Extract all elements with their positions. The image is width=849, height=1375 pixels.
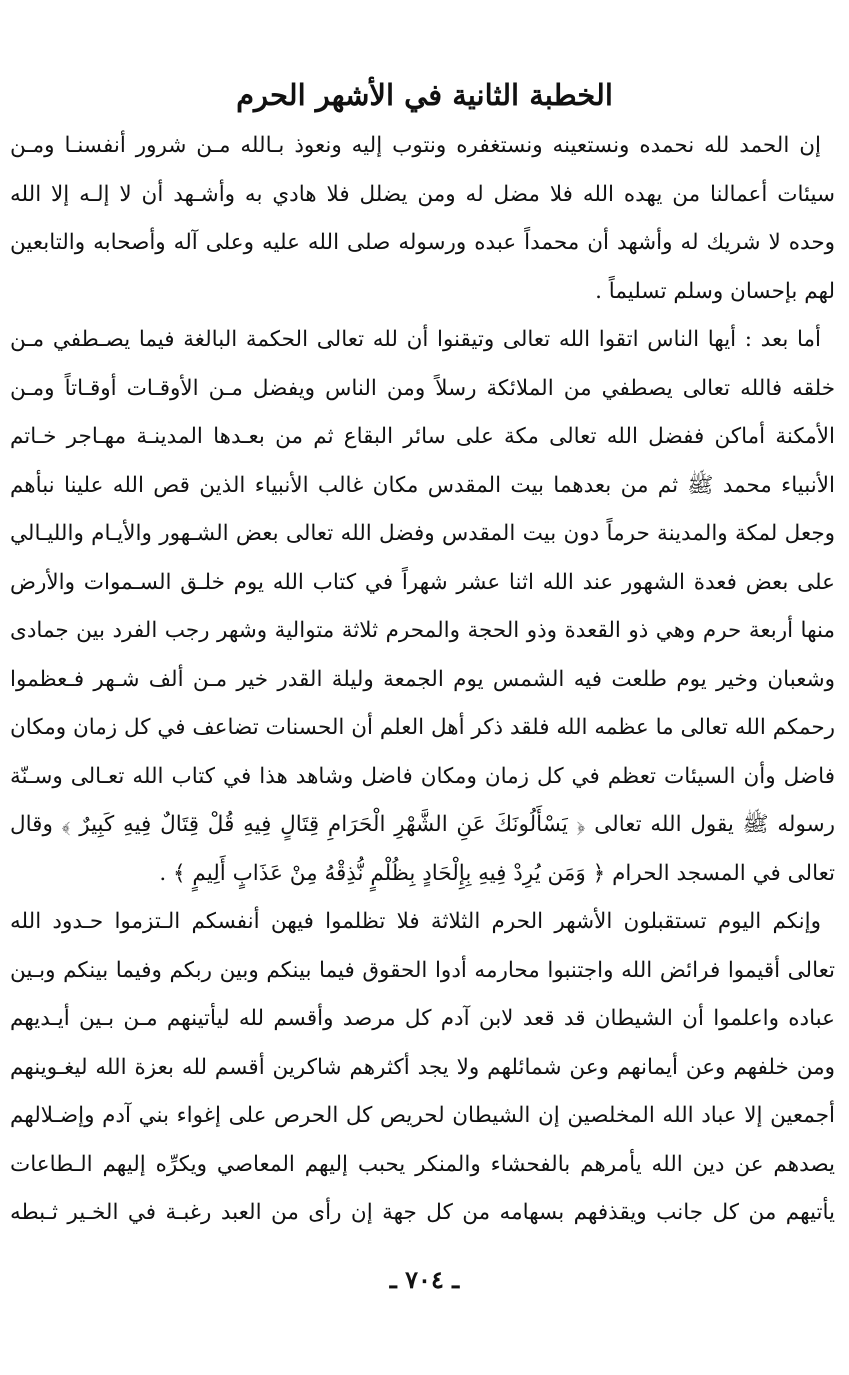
text-line: وجعل لمكة والمدينة حرماً دون بيت المقدس وفضل الله تعالى بعض الشـهور والأيـام والليـالي bbox=[10, 521, 835, 546]
text-line: تعالى أقيموا فرائض الله واجتنبوا محارمه أدوا الحقوق فيما بينكم وبين ربكم وفيما بينكم وبـين bbox=[10, 957, 835, 983]
page-title: الخطبة الثانية في الأشهر الحرم bbox=[236, 78, 613, 112]
text-line: خلقه فالله تعالى يصطفي من الملائكة رسلاً ومن الناس ويفضل مـن الأوقـات أوقـاتاً ومـن bbox=[10, 375, 835, 401]
quran-verse-line: رسوله ﷺ يقول الله تعالى ﴿ يَسْأَلُونَكَ عَنِ الشَّهْرِ الْحَرَامِ قِتَالٍ فِيهِ قُلْ قِتَالٌ فِيهِ كَبِيرٌ ﴾ وقال bbox=[10, 812, 835, 837]
text-line: لهم بإحسان وسلم تسليماً . bbox=[595, 278, 835, 304]
text-line: رحمكم الله تعالى ما عظمه الله فلقد ذكر أهل العلم أن الحسنات تضاعف في كل زمان ومكان bbox=[10, 715, 835, 740]
text-line: فاضل وأن السيئات تعظم في كل زمان ومكان فاضل وشاهد هذا في كتاب الله تعـالى وسـنّة bbox=[10, 763, 835, 789]
page-number: ـ ٧٠٤ ـ bbox=[389, 1265, 460, 1294]
text-line: يأتيهم من كل جانب ويقذفهم بسهامه من كل جهة إن رأى من العبد رغبـة في الخـير ثـبطه bbox=[10, 1200, 835, 1225]
quran-verse-line: تعالى في المسجد الحرام ﴿ وَمَن يُرِدْ فِيهِ بِإِلْحَادٍ بِظُلْمٍ نُّذِقْهُ مِنْ عَذَابٍ أَلِيمٍ ﴾ . bbox=[159, 860, 835, 886]
text-line: الأنبياء محمد ﷺ ثم من بعدهما بيت المقدس مكان غالب الأنبياء الذين قص الله علينا نبأهم bbox=[10, 472, 835, 498]
text-line: الأمكنة أماكن ففضل الله تعالى مكة على سائر البقاع ثم من بعـدها المدينـة مهـاجر خـاتم bbox=[10, 424, 835, 449]
text-line: عباده واعلموا أن الشيطان قد قعد لابن آدم كل مرصد وأقسم لله ليأتينهم مـن بـين أيـديهم bbox=[10, 1006, 835, 1031]
text-line: على بعض فعدة الشهور عند الله اثنا عشر شهراً في كتاب الله يوم خلـق السـموات والأرض bbox=[10, 569, 835, 595]
text-line: وإنكم اليوم تستقبلون الأشهر الحرم الثلاثة فلا تظلموا فيهن أنفسكم الـتزموا حـدود الله bbox=[10, 909, 821, 934]
text-line: إن الحمد لله نحمده ونستعينه ونستغفره ونتوب إليه ونعوذ بـالله مـن شرور أنفسنـا ومـن bbox=[10, 133, 821, 158]
text-line: سيئات أعمالنا من يهده الله فلا مضل له ومن يضلل فلا هادي به وأشـهد أن لا إلـه إلا الله bbox=[10, 181, 835, 207]
text-line: وشعبان وخير يوم طلعت فيه الشمس يوم الجمعة وليلة القدر خير مـن ألف شـهر فـعظموا bbox=[10, 666, 835, 692]
text-line: ومن خلفهم وعن أيمانهم وعن شمائلهم ولا يجد أكثرهم شاكرين أقسم لله بعزة الله ليغـوينهم bbox=[10, 1054, 835, 1080]
text-line: وحده لا شريك له وأشهد أن محمداً عبده ورسوله صلى الله عليه وعلى آله وأصحابه والتابعين bbox=[10, 230, 835, 255]
body-text bbox=[10, 122, 835, 1238]
text-line: أجمعين إلا عباد الله المخلصين إن الشيطان لحريص كل الحرص على إغواء بني آدم وإضـلالهم bbox=[10, 1103, 835, 1128]
text-line: أما بعد : أيها الناس اتقوا الله تعالى وتيقنوا أن لله تعالى الحكمة البالغة فيما يصـطفي مـن bbox=[10, 327, 821, 352]
text-line: يصدهم عن دين الله يأمرهم بالفحشاء والمنكر يحبب إليهم المعاصي ويكرِّه إليهم الـطاعات bbox=[10, 1151, 835, 1177]
text-line: منها أربعة حرم وهي ذو القعدة وذو الحجة والمحرم ثلاثة متوالية وشهر رجب الفرد بين جمادى bbox=[10, 618, 835, 643]
